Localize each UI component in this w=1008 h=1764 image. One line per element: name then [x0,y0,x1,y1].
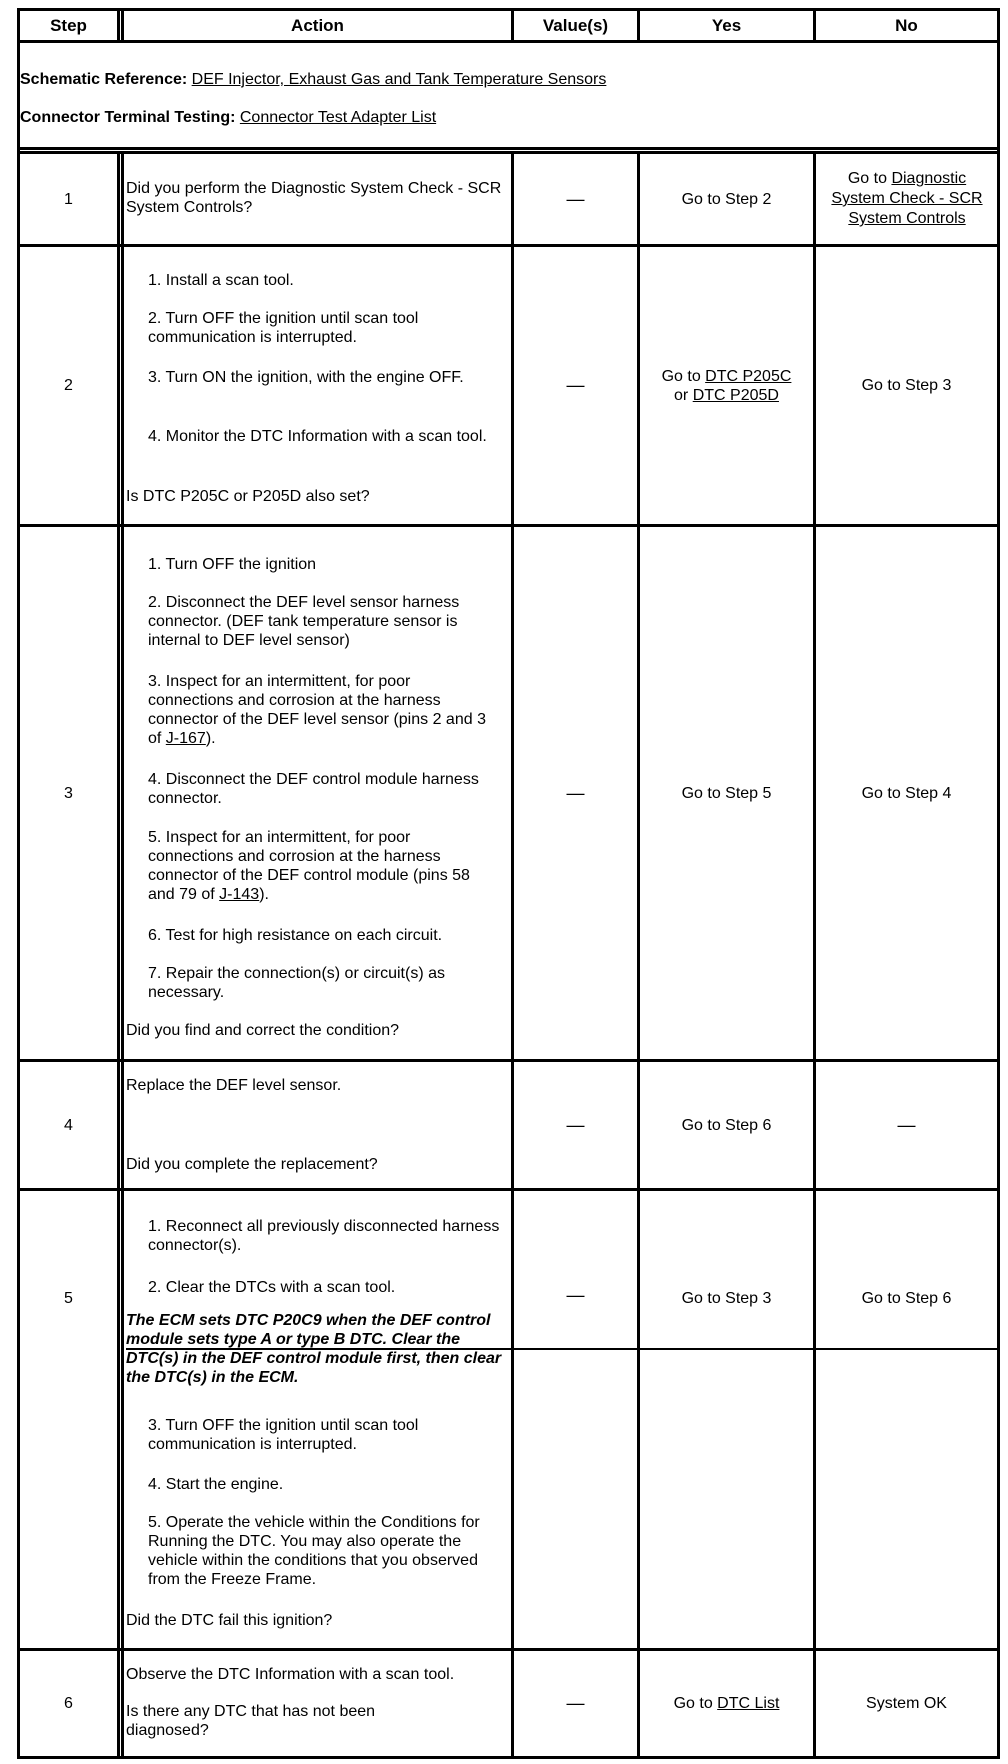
step2-value: — [566,375,585,395]
step3-no: Go to Step 4 [861,784,952,802]
j-143-link[interactable]: J-143 [219,886,260,903]
step2-item-2: 2. Turn OFF the ignition until scan tool communication is interrupted. [148,310,419,346]
step1-yes: Go to Step 2 [681,190,772,208]
step6-action: Observe the DTC Information with a scan tool. [126,1666,455,1683]
step-number: 5 [64,1290,73,1307]
step5-question: Did the DTC fail this ignition? [126,1612,333,1629]
step1-no-prefix: Go to [847,170,892,187]
step2-item-4: 4. Monitor the DTC Information with a scan tool. [148,428,487,445]
step5-value: — [566,1285,585,1305]
step2-no: Go to Step 3 [861,377,952,394]
step-number: 4 [64,1116,73,1134]
step3-question: Did you find and correct the condition? [126,1022,400,1039]
step5-item-5: 5. Operate the vehicle within the Conditions for Running the DTC. You may also operate the vehicle within the conditions that you observed from the Freeze Frame. [148,1514,480,1588]
schematic-reference [20,70,990,89]
step2-item-1: 1. Install a scan tool. [148,272,294,289]
col-divider [117,151,120,1759]
dtc-p205c-link[interactable]: DTC P205C [705,367,792,385]
step3-item-3 [148,672,500,748]
step4-no: — [897,1114,916,1135]
step5-item-2: 2. Clear the DTCs with a scan tool. [148,1279,396,1296]
step1-no [822,156,992,242]
step5-yes: Go to Step 3 [681,1290,772,1307]
step6-value: — [566,1693,585,1713]
step1-value: — [566,188,585,209]
step3-item-3-text: 3. Inspect for an intermittent, for poor connections and corrosion at the harness connector of the DEF level sensor (pins 2 and 3 of [148,673,486,747]
row-divider [17,147,1000,150]
header-step: Step [50,16,87,35]
step2-yes-or: or [674,386,693,404]
step6-no: System OK [866,1695,947,1712]
header-divider [17,40,1000,43]
schematic-reference-label: Schematic Reference: [20,71,188,88]
step4-value: — [566,1114,585,1135]
step5-item-1: 1. Reconnect all previously disconnected harness connector(s). [148,1218,500,1254]
step6-question: Is there any DTC that has not been diagnosed? [126,1703,376,1739]
col-divider [117,8,120,43]
step-number: 6 [64,1695,73,1712]
step4-action: Replace the DEF level sensor. [126,1077,342,1094]
step6-yes-prefix: Go to [673,1695,718,1712]
step3-yes: Go to Step 5 [681,784,772,802]
schematic-reference-link[interactable]: DEF Injector, Exhaust Gas and Tank Temperature Sensors [191,71,607,88]
step5-item-3: 3. Turn OFF the ignition until scan tool communication is interrupted. [148,1417,419,1453]
step2-question: Is DTC P205C or P205D also set? [126,488,370,505]
step5-warning: The ECM sets DTC P20C9 when the DEF control module sets type A or type B DTC. Clear the DTC(s) in the DEF control module first, then clear the DTC(s) in the ECM. [126,1312,502,1386]
step3-item-3-close: ). [205,730,216,747]
step2-yes-prefix: Go to [661,367,706,385]
step-number: 1 [64,190,73,208]
step3-item-4: 4. Disconnect the DEF control module harness connector. [148,771,479,807]
header-values: Value(s) [542,16,609,35]
j-167-link[interactable]: J-167 [165,730,206,747]
step3-item-5 [148,828,500,904]
step1-question: Did you perform the Diagnostic System Check - SCR System Controls? [126,180,502,216]
table-border-bottom [17,1756,1000,1759]
dtc-p205d-link[interactable]: DTC P205D [692,386,779,404]
col-divider [121,151,124,1759]
step3-item-2: 2. Disconnect the DEF level sensor harness connector. (DEF tank temperature sensor is internal to DEF level sensor) [148,594,460,649]
step3-item-7: 7. Repair the connection(s) or circuit(s) as necessary. [148,965,445,1001]
step4-yes: Go to Step 6 [681,1116,772,1134]
step5-item-4: 4. Start the engine. [148,1476,284,1493]
step2-yes [640,247,813,524]
step3-item-1: 1. Turn OFF the ignition [148,556,317,573]
step3-item-6: 6. Test for high resistance on each circuit. [148,927,443,944]
step-number: 3 [64,784,73,802]
header-action: Action [291,16,344,35]
step3-item-5-text: 5. Inspect for an intermittent, for poor connections and corrosion at the harness connector of the DEF control module (pins 58 and 79 of [148,829,470,903]
step6-yes [640,1651,813,1756]
step4-question: Did you complete the replacement? [126,1156,378,1173]
step3-item-5-close: ). [259,886,269,903]
header-no: No [895,16,918,35]
connector-terminal-testing [20,108,990,127]
step2-item-3: 3. Turn ON the ignition, with the engine OFF. [148,369,464,386]
row-divider [17,1188,1000,1191]
diagnostic-system-check-link[interactable]: Diagnostic System Check - SCR System Controls [831,170,983,227]
connector-test-adapter-link[interactable]: Connector Test Adapter List [239,109,437,126]
dtc-list-link[interactable]: DTC List [717,1695,780,1712]
row-divider [17,151,1000,154]
step5-no: Go to Step 6 [861,1290,952,1307]
header-yes: Yes [711,16,742,35]
step-number: 2 [64,377,73,394]
step3-value: — [566,782,585,803]
table-border-right [997,8,1000,1759]
connector-terminal-testing-label: Connector Terminal Testing: [20,109,236,126]
